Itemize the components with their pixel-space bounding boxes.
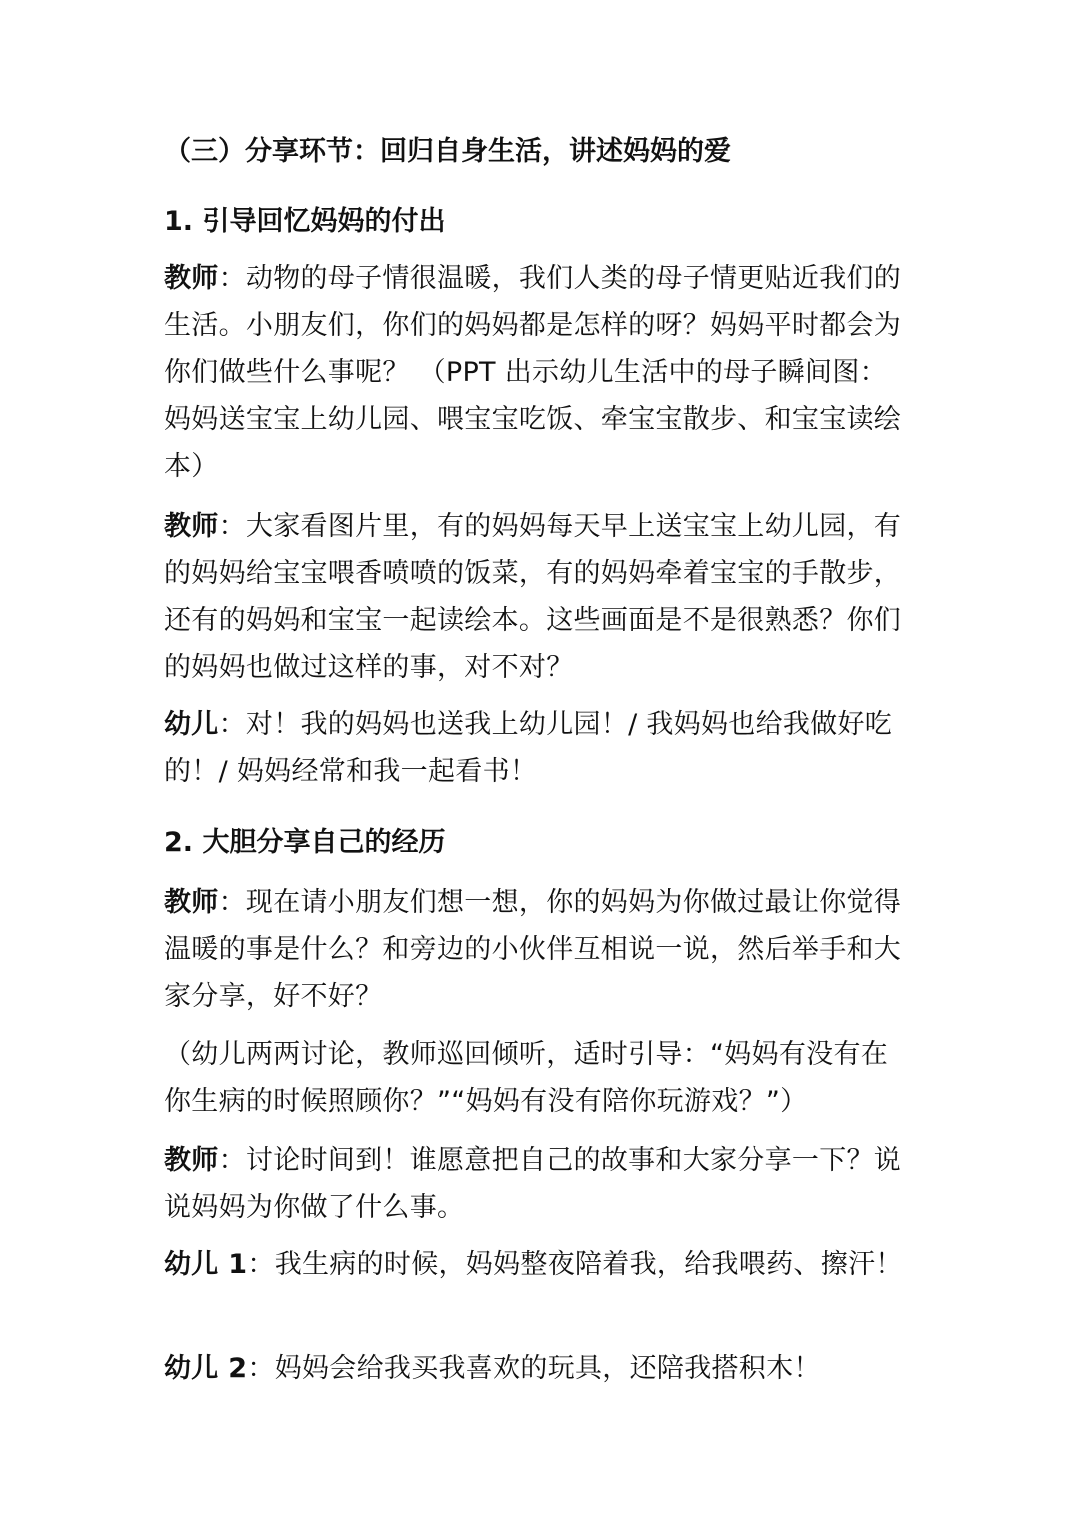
paragraph-text: ：动物的母子情很温暖，我们人类的母子情更贴近我们的生活。小朋友们，你们的妈妈都是怎样的呀？妈妈平时都会为你们做些什么事呢？ （PPT 出示幼儿生活中的母子瞬间图：妈妈送宝宝上幼儿园、喂宝宝吃饭、牵宝宝散步、和宝宝读绘本） [164, 263, 902, 482]
speaker-label: 教师 [164, 1145, 219, 1176]
paragraph-text: ：我生病的时候，妈妈整夜陪着我，给我喂药、擦汗！ [247, 1249, 903, 1280]
paragraph-text: ：大家看图片里，有的妈妈每天早上送宝宝上幼儿园，有的妈妈给宝宝喂香喷喷的饭菜，有的妈妈牵着宝宝的手散步，还有的妈妈和宝宝一起读绘本。这些画面是不是很熟悉？你们的妈妈也做过这样的事，对不对？ [164, 511, 902, 683]
speaker-label: 教师 [164, 887, 219, 918]
paragraph-text: （幼儿两两讨论，教师巡回倾听，适时引导：“妈妈有没有在你生病的时候照顾你？”“妈妈有没有陪你玩游戏？”） [164, 1039, 889, 1117]
paragraph-text: ：现在请小朋友们想一想，你的妈妈为你做过最让你觉得温暖的事是什么？和旁边的小伙伴互相说一说，然后举手和大家分享，好不好？ [164, 887, 902, 1012]
paragraph-teacher-3 [164, 879, 904, 1020]
paragraph-text: ：对！我的妈妈也送我上幼儿园！/ 我妈妈也给我做好吃的！/ 妈妈经常和我一起看书！ [164, 709, 893, 787]
speaker-label: 教师 [164, 263, 219, 294]
speaker-label: 幼儿 1 [164, 1249, 248, 1280]
speaker-label: 幼儿 [164, 709, 219, 740]
paragraph-teacher-4 [164, 1137, 904, 1231]
section-title: （三）分享环节：回归自身生活，讲述妈妈的爱 [164, 136, 731, 167]
subsection-heading-2: 2. 大胆分享自己的经历 [164, 827, 446, 858]
subsection-heading-1: 1. 引导回忆妈妈的付出 [164, 206, 446, 237]
paragraph-teacher-1 [164, 255, 904, 490]
speaker-label: 幼儿 2 [164, 1353, 248, 1384]
paragraph-child-1 [164, 701, 904, 795]
speaker-label: 教师 [164, 511, 219, 542]
paragraph-stage-direction [164, 1031, 904, 1125]
paragraph-text: ：讨论时间到！谁愿意把自己的故事和大家分享一下？说说妈妈为你做了什么事。 [164, 1145, 902, 1223]
paragraph-child-2 [164, 1241, 904, 1288]
paragraph-child-3 [164, 1345, 904, 1392]
paragraph-teacher-2 [164, 503, 904, 691]
paragraph-text: ：妈妈会给我买我喜欢的玩具，还陪我搭积木！ [247, 1353, 821, 1384]
